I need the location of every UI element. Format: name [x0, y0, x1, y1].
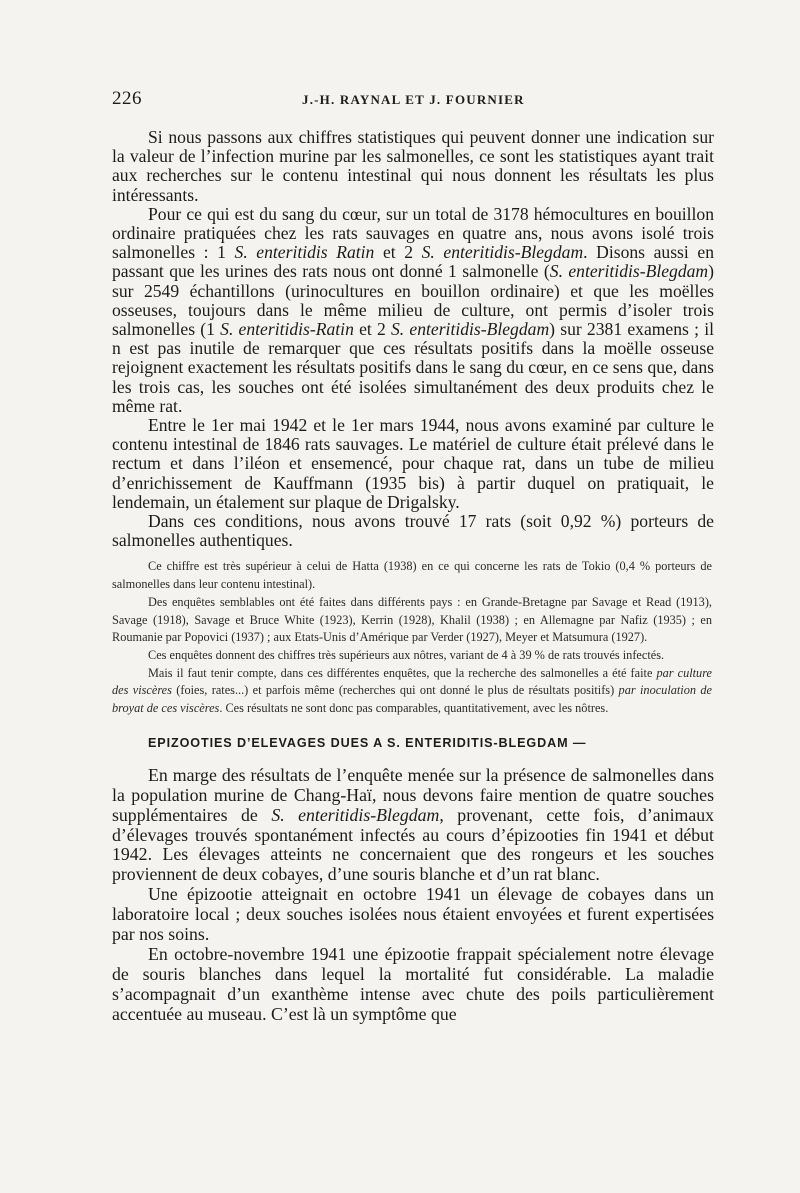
paragraph: Si nous passons aux chiffres statistiques qui peuvent donner une indication sur la valeur de l’infection murine par les salmonelles, ce sont les statistiques ayant trait aux recherches sur le contenu intestinal qui nous donnent les résultats les plus intéressants. [112, 127, 714, 205]
small-print-notes [112, 558, 714, 717]
text-run: , provenant, cette fois, d’animaux d’élevages trouvés spontanément infectés au cours d’épizooties fin 1941 et début 1942. Les élevages atteints ne concernaient que des rongeurs et les souches proviennent de deux cobayes, d’une souris blanche et d’un rat blanc. [112, 804, 715, 885]
paragraph: Dans ces conditions, nous avons trouvé 17 rats (soit 0,92 %) porteurs de salmonelles authentiques. [112, 511, 714, 551]
italic-species-name: S. enteritidis-Ratin [220, 319, 354, 340]
paragraph: Entre le 1er mai 1942 et le 1er mars 1944, nous avons examiné par culture le contenu intestinal de 1846 rats sauvages. Le matériel de culture était prélevé dans le rectum et dans l’iléon et ensemencé, pour chaque rat, dans un tube de milieu d’enrichissement de Kauffmann (1935 bis) à partir duquel on pratiquait, le lendemain, un étalement sur plaque de Drigalsky. [112, 415, 714, 512]
section-heading: EPIZOOTIES D’ELEVAGES DUES A S. ENTERIDITIS-BLEGDAM — [148, 735, 587, 750]
text-run: et 2 [353, 319, 391, 340]
text-run: En marge des résultats de l’enquête menée sur la présence de salmonelles dans la population murine de Chang-Haï, nous devons faire mention de quatre souches supplémentaires de [112, 764, 714, 825]
text-run: Pour ce qui est du sang du cœur, sur un total de 3178 hémocultures en bouillon ordinaire pratiquées chez les rats sauvages en quatre ans, nous avons isolé trois salmonelles : 1 [112, 203, 714, 263]
text-run: ) sur 2381 examens ; il n est pas inutile de remarquer que ces résultats positifs dans la moëlle osseuse rejoignent exactement les résultats positifs dans le sang du cœur, en ce sens que, dans les trois cas, les souches ont été isolées simultanément des deux produits chez le même rat. [112, 319, 714, 416]
italic-species-name: S. enteritidis-Blegdam [549, 261, 709, 282]
text-run: (foies, rates...) et parfois même (recherches qui ont donné le plus de résultats positifs) [171, 683, 619, 698]
italic-species-name: S. enteritidis-Blegdam [391, 319, 550, 340]
paragraph: En octobre-novembre 1941 une épizootie frappait spécialement notre élevage de souris blanches dans lequel la mortalité fut considérable. La maladie s’acompagnait d’un exanthème intense avec chute des poils particulièrement accentuée au museau. C’est là un symptôme que [112, 943, 714, 1024]
text-run: ) sur 2549 échantillons (urinocultures en bouillon ordinaire) et que les moëlles osseuses, toujours dans le même milieu de culture, ont permis d’isoler trois salmonelles (1 [112, 261, 714, 340]
running-head: J.-H. RAYNAL ET J. FOURNIER [302, 92, 525, 107]
note-paragraph: Ce chiffre est très supérieur à celui de Hatta (1938) en ce qui concerne les rats de Tokio (0,4 % porteurs de salmonelles dans leur contenu intestinal). [112, 559, 712, 592]
paragraph [112, 205, 714, 416]
paragraph: Une épizootie atteignait en octobre 1941 un élevage de cobayes dans un laboratoire local ; deux souches isolées nous étaient envoyées et furent expertisées par nos soins. [112, 884, 714, 945]
section-statistics [112, 128, 714, 718]
section-epizooties [112, 766, 714, 1025]
note-paragraph [112, 665, 712, 718]
paragraph [112, 766, 714, 885]
text-run: . Ces résultats ne sont donc pas comparables, quantitativement, avec les nôtres. [219, 701, 609, 716]
text-run: Mais il faut tenir compte, dans ces différentes enquêtes, que la recherche des salmonelles a été faite [148, 665, 657, 680]
italic-species-name: par inoculation de broyat de ces viscères [112, 683, 712, 716]
text-run: . Disons aussi en passant que les urines des rats nous ont donné 1 salmonelle ( [112, 242, 714, 282]
text-run: et 2 [374, 242, 422, 263]
note-paragraph: Des enquêtes semblables ont été faites dans différents pays : en Grande-Bretagne par Savage et Read (1913), Savage (1918), Savage et Bruce White (1923), Kerrin (1928), Khalil (1938) ; en Allemagne par Nafiz (1935) ; en Roumanie par Popovici (1937) ; aux Etats-Unis d’Amérique par Verder (1927), Meyer et Matsumura (1927). [112, 594, 712, 645]
main-text [112, 128, 714, 1025]
italic-species-name: S. enteritidis Ratin [234, 242, 375, 263]
italic-species-name: S. enteritidis-Blegdam [271, 804, 440, 825]
italic-species-name: S. enteritidis-Blegdam [421, 242, 584, 263]
page-header [112, 88, 712, 112]
italic-species-name: par culture des viscères [112, 665, 712, 698]
note-paragraph: Ces enquêtes donnent des chiffres très supérieurs aux nôtres, variant de 4 à 39 % de rats trouvés infectés. [148, 647, 665, 662]
page-number: 226 [112, 88, 142, 109]
